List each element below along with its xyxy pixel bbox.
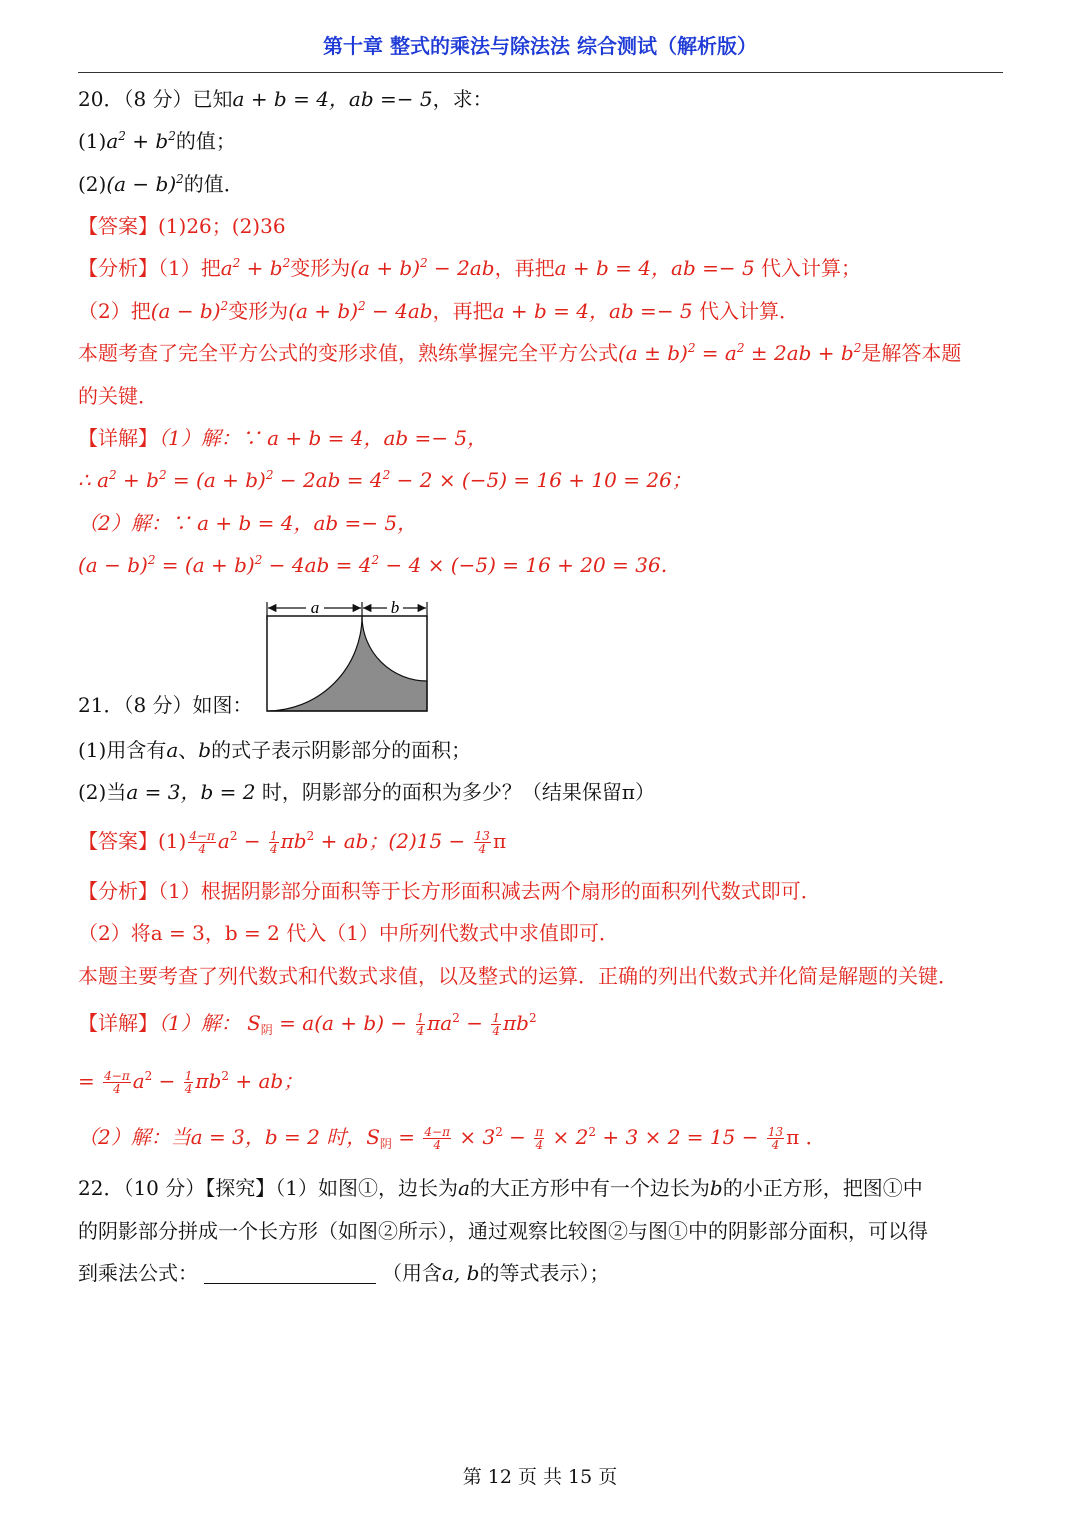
q22-line3-c: a, b	[442, 1261, 480, 1285]
q21-answer-d: πb	[280, 829, 307, 853]
fraction	[188, 830, 216, 855]
q20-detail-3	[78, 510, 1013, 536]
q20-detail4-d: − 4 × (−5) = 16 + 20 = 36．	[379, 553, 681, 577]
q21-analysis-1	[78, 878, 1013, 904]
q20-detail4-a: (a − b)	[78, 553, 148, 577]
q20-summary1-a: 本题考查了完全平方公式的变形求值，熟练掌握完全平方公式	[78, 341, 618, 365]
fraction-numerator: 4−π	[189, 829, 215, 843]
q20-analysis2-expr1: $(a - b)^2$	[150, 299, 229, 323]
q20-stem-condition: a + b = 4，ab =− 5	[232, 87, 433, 111]
q21-detail3-d: −	[502, 1125, 533, 1149]
answer-tag: 【答案】	[78, 214, 158, 238]
q21-analysis-2: （2）将a = 3，b = 2 代入（1）中所列代数式中求值即可．	[78, 921, 619, 945]
q22-line1-e: 的小正方形，把图①中	[722, 1176, 923, 1200]
q20-detail4-c: − 4ab = 4	[262, 553, 372, 577]
fraction-numerator: 4−π	[424, 1125, 450, 1139]
fraction-denominator: 4	[198, 842, 206, 856]
q20-detail-1	[78, 425, 1013, 451]
q20-summary1-c: 是解答本题	[861, 341, 962, 365]
q20-analysis1-c: ，再把	[494, 256, 555, 280]
q20-answer-text: (1)26；(2)36	[158, 214, 286, 238]
q21-detail3-b: =	[391, 1125, 422, 1149]
fraction-denominator: 4	[269, 842, 278, 856]
fraction	[269, 830, 279, 855]
q22-line1-b: a	[457, 1176, 470, 1200]
fraction-numerator: 1	[492, 1011, 500, 1025]
fraction-denominator: 4	[478, 842, 487, 856]
fraction	[423, 1126, 451, 1151]
q21-detail2-e: + ab；	[229, 1069, 304, 1093]
fraction-denominator: 4	[433, 1138, 442, 1152]
q21-stem: 21．（8 分）如图：	[78, 693, 253, 717]
q20-part1-pre: (1)	[78, 129, 107, 153]
q20-stem	[78, 86, 1013, 112]
q20-detail2-c: = (a + b)	[166, 468, 266, 492]
q21-analysis1-text: （1）根据阴影部分面积等于长方形面积减去两个扇形的面积列代数式即可．	[158, 879, 821, 903]
q21-detail-2: = $\frac{4-\pi}{4}$ $a^2$ − $\frac{1}{4}$ $\pi b^2$ + ab；	[78, 1069, 304, 1096]
q21-answer-a: (1)	[158, 829, 187, 853]
q20-part2-pre: (2)	[78, 172, 107, 196]
q20-part1-expr: $a^2 + b^2$	[106, 129, 176, 153]
q21-detail2-b: a	[132, 1069, 145, 1093]
q21-detail1-e: πb	[502, 1011, 529, 1035]
q21-detail1-c: πa	[427, 1011, 453, 1035]
q21-part1-c: 、	[178, 738, 199, 762]
q20-part2	[78, 171, 1013, 197]
q21-detail3-f: + 3 × 2 = 15 −	[596, 1125, 765, 1149]
fraction-numerator: 1	[184, 1069, 193, 1083]
q20-analysis-1	[78, 255, 1013, 281]
q20-summary1-formula: $(a \pm b)^2 = a^2 \pm 2ab + b^2$	[618, 341, 862, 365]
q21-detail2-a: =	[78, 1069, 102, 1093]
q21-detail1-b: = a(a + b) −	[272, 1011, 414, 1035]
q20-stem-pre: 20．（8 分）已知	[78, 87, 233, 111]
q20-analysis1-expr2: $(a + b)^2 - 2ab$	[350, 256, 495, 280]
q21-answer: 【答案】(1) $\frac{4-\pi}{4}$ $a^2$ − $\frac{1}{4}$ $\pi b^2$ + ab；(2)15 − $\frac{13}{4}$ π	[78, 829, 507, 856]
q20-summary-2: 的关键．	[78, 384, 158, 408]
analysis-tag: 【分析】	[78, 256, 158, 280]
q20-analysis2-e: 代入计算．	[692, 299, 800, 323]
q21-detail2-d: πb	[195, 1069, 222, 1093]
fraction-numerator: 1	[416, 1011, 425, 1025]
q20-part1-post: 的值；	[175, 129, 236, 153]
fraction	[534, 1126, 544, 1151]
q20-analysis2-b: 变形为	[228, 299, 289, 323]
q21-part1	[78, 737, 1013, 763]
fraction-denominator: 4	[416, 1024, 425, 1038]
q20-analysis1-d: a + b = 4，ab =− 5	[554, 256, 755, 280]
q21-part1-d: b	[198, 738, 212, 762]
fraction	[491, 1012, 501, 1037]
q20-detail2-d: − 2ab = 4	[273, 468, 383, 492]
q20-detail2-expr: ∴ $a^2 + b^2 = (a + b)^2 - 2ab = 4^2 - 2 \times (-5) = 16 + 10 = 26$；	[78, 468, 692, 492]
q21-detail1-d: −	[459, 1011, 490, 1035]
q21-summary: 本题主要考查了列代数式和代数式求值，以及整式的运算．正确的列出代数式并化简是解题的关键．	[78, 964, 958, 988]
page-header-title: 第十章 整式的乘法与除法法 综合测试（解析版）	[323, 34, 757, 58]
fraction	[474, 830, 491, 855]
q22-line-3	[78, 1260, 1013, 1286]
q20-part2-post: 的值．	[183, 172, 244, 196]
fraction-numerator: π	[535, 1125, 544, 1139]
fraction-denominator: 4	[184, 1082, 193, 1096]
fraction-numerator: 13	[767, 1125, 784, 1139]
q21-part1-b: a	[166, 738, 179, 762]
q20-detail4-expr: $(a - b)^2 = (a + b)^2 - 4ab = 4^2 - 4 \times (-5) = 16 + 20 = 36$．	[78, 553, 681, 577]
detail-tag: 【详解】	[78, 426, 158, 450]
q21-detail3-g: π ．	[786, 1125, 826, 1149]
q20-analysis2-d: a + b = 4，ab =− 5	[492, 299, 693, 323]
q21-answer-g: π	[492, 829, 507, 853]
q21-detail2-c: −	[152, 1069, 182, 1093]
q21-detail-3: （2）解：当a = 3，b = 2 时，$S_阴$ = $\frac{4-\pi}{4}$ × $3^2$ − $\frac{\pi}{4}$ × $2^2 + 3 \times 2 = 15$ − $\frac{13}{4}$ π ．	[78, 1125, 826, 1152]
fraction	[103, 1070, 131, 1095]
figure-label-a: a	[310, 598, 320, 617]
q22-line1-c: 的大正方形中有一个边长为	[469, 1176, 710, 1200]
fraction-denominator: 4	[492, 1024, 500, 1038]
q20-analysis2-c: ，再把	[432, 299, 493, 323]
analysis-tag: 【分析】	[78, 879, 158, 903]
q22-line-2: 的阴影部分拼成一个长方形（如图②所示），通过观察比较图②与图①中的阴影部分面积，可以得	[78, 1219, 928, 1243]
q20-analysis1-expr1: $a^2 + b^2$	[220, 256, 291, 280]
q21-part2-b: a = 3，b = 2	[126, 780, 256, 804]
q20-answer	[78, 213, 1013, 239]
q20-part2-expr: $(a - b)^2$	[106, 172, 184, 196]
q20-analysis1-a: （1）把	[158, 256, 221, 280]
fraction-numerator: 13	[474, 829, 490, 843]
fraction	[416, 1012, 426, 1037]
figure-label-b: b	[390, 598, 400, 617]
q21-detail1-sub: 阴	[260, 1023, 273, 1037]
q20-analysis-2	[78, 298, 1013, 324]
q21-part1-a: (1)用含有	[78, 738, 167, 762]
q21-detail-1: 【详解】（1）解： $S_阴 = a(a + b)$ − $\frac{1}{4}$ $\pi a^2$ − $\frac{1}{4}$ $\pi b^2$	[78, 1011, 537, 1038]
q22-line3-a: 到乘法公式：	[78, 1261, 198, 1285]
q21-answer-c: −	[237, 829, 267, 853]
q22-line1-a: 22．（10 分）【探究】（1）如图①，边长为	[78, 1176, 458, 1200]
q21-detail3-sub: 阴	[379, 1137, 392, 1151]
q20-detail2-a: ∴ a	[78, 468, 110, 492]
q20-stem-post: ，求：	[432, 87, 493, 111]
q20-detail2-b: + b	[116, 468, 159, 492]
q20-analysis2-a: （2）把	[78, 299, 151, 323]
q21-detail3-e: × 2	[546, 1125, 589, 1149]
fraction-denominator: 4	[113, 1082, 121, 1096]
q21-part2-c: 时，阴影部分的面积为多少？（结果保留π）	[255, 780, 655, 804]
q21-part2	[78, 779, 1013, 805]
q21-answer-f: 15 −	[416, 829, 472, 853]
q22-line3-d: 的等式表示）；	[479, 1261, 610, 1285]
q21-part1-e: 的式子表示阴影部分的面积；	[211, 738, 472, 762]
answer-tag: 【答案】	[78, 829, 158, 853]
q21-detail3-a: （2）解：当a = 3，b = 2 时，S	[78, 1125, 380, 1149]
q20-detail3-text: （2）解：∵ a + b = 4，ab =− 5，	[78, 511, 418, 535]
q22-line1-d: b	[709, 1176, 723, 1200]
q20-analysis1-b: 变形为	[290, 256, 351, 280]
q21-answer-e: + ab；(2)	[314, 829, 417, 853]
q20-analysis2-expr2: $(a + b)^2 - 4ab$	[288, 299, 433, 323]
q21-detail1-a: （1）解： S	[158, 1011, 261, 1035]
q20-analysis1-e: 代入计算；	[754, 256, 862, 280]
q21-answer-b: a	[217, 829, 230, 853]
header-rule	[78, 72, 1003, 73]
q20-detail4-b: = (a + b)	[155, 553, 255, 577]
fraction-numerator: 1	[269, 829, 278, 843]
fraction-numerator: 4−π	[104, 1069, 130, 1083]
q20-detail-2	[78, 467, 1013, 493]
fraction-denominator: 4	[771, 1138, 780, 1152]
q22-line-1	[78, 1175, 1013, 1201]
q22-line3-b: （用含	[382, 1261, 442, 1285]
answer-blank-line[interactable]	[204, 1263, 376, 1284]
detail-tag: 【详解】	[78, 1011, 158, 1035]
fraction-denominator: 4	[535, 1138, 544, 1152]
page-footer-number: 第 12 页 共 15 页	[462, 1466, 618, 1488]
q21-detail3-c: × 3	[452, 1125, 496, 1149]
q20-detail2-e: − 2 × (−5) = 16 + 10 = 26；	[390, 468, 692, 492]
q20-detail1-text: （1）解：∵ a + b = 4，ab =− 5，	[158, 426, 488, 450]
fraction	[184, 1070, 194, 1095]
q20-detail-4	[78, 552, 1013, 578]
q20-summary-1	[78, 340, 1013, 366]
q20-part1	[78, 128, 1013, 154]
fraction	[767, 1126, 784, 1151]
q21-part2-a: (2)当	[78, 780, 127, 804]
